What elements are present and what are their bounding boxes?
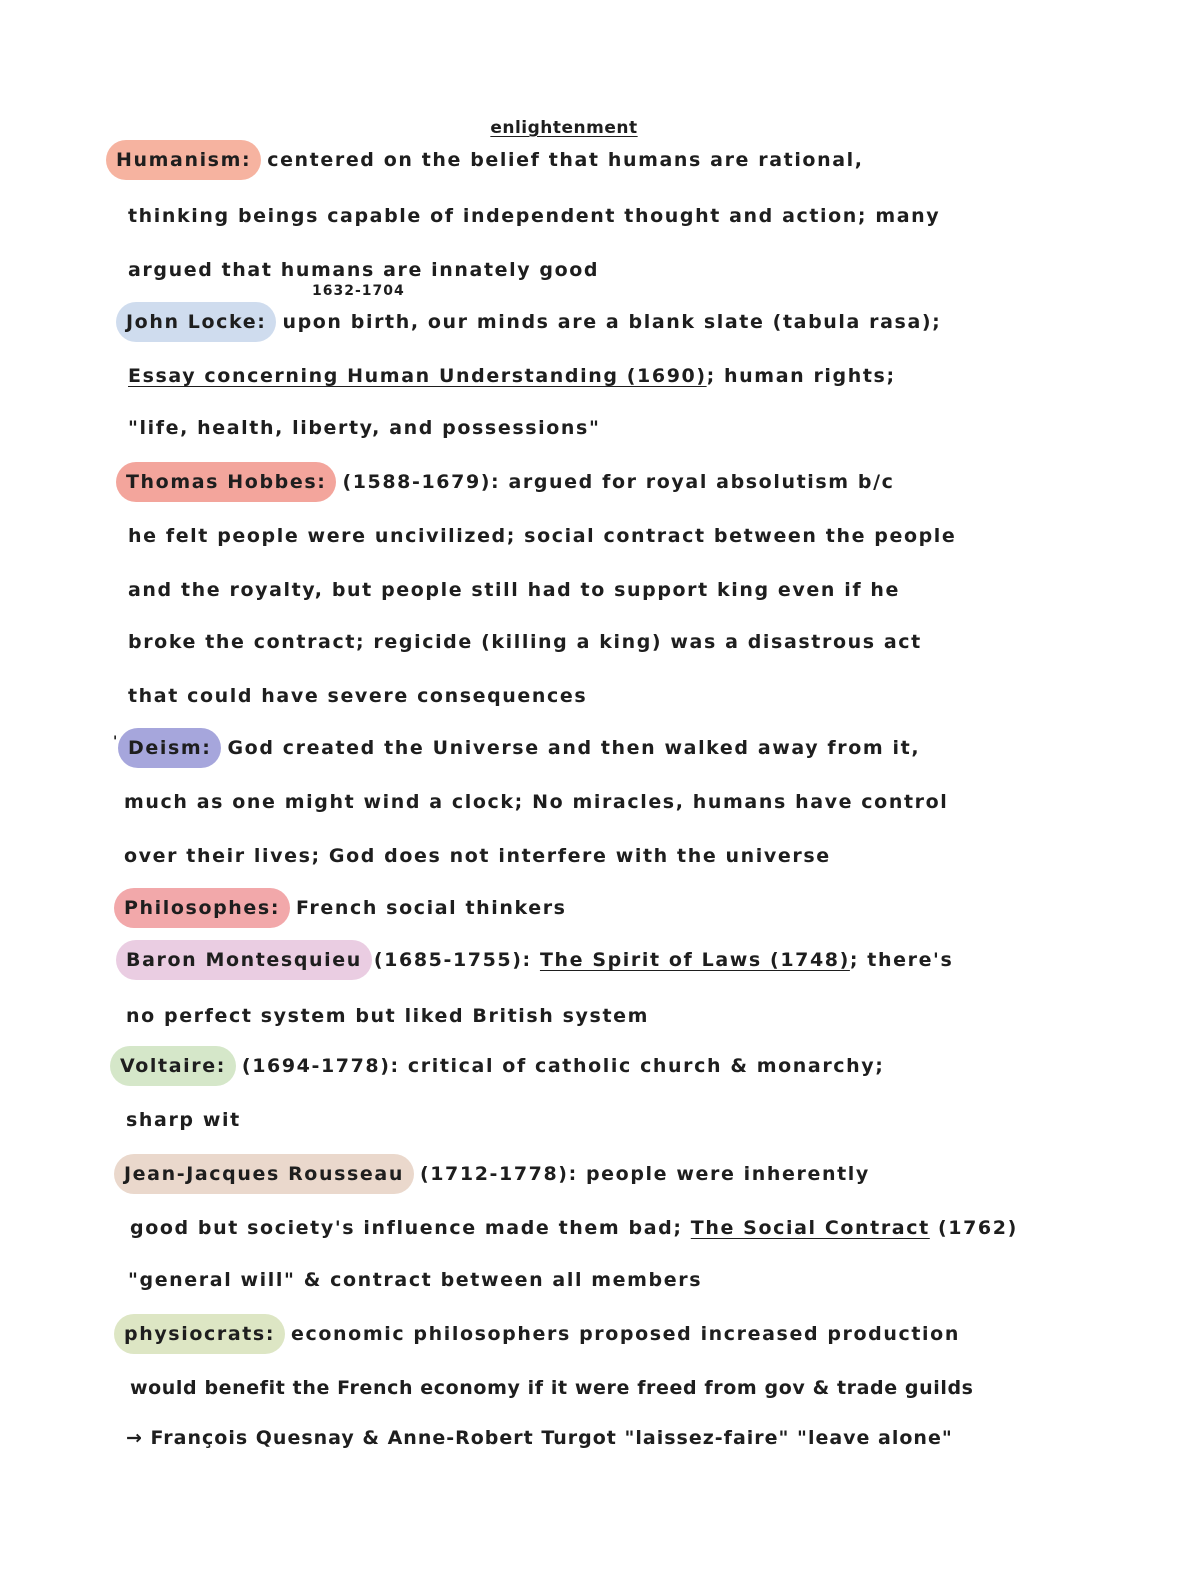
montesquieu-text-1: ; there's	[849, 949, 954, 971]
rousseau-book-date: (1762)	[938, 1217, 1018, 1239]
voltaire-line-2: sharp wit	[126, 1109, 241, 1131]
locke-text-1: upon birth, our minds are a blank slate (tabula rasa);	[282, 311, 942, 333]
locke-dates: 1632-1704	[312, 283, 405, 299]
humanism-line-3: argued that humans are innately good	[128, 259, 600, 281]
deism-mark: '	[113, 734, 118, 750]
voltaire-text-1: (1694-1778): critical of catholic church & monarchy;	[241, 1055, 885, 1077]
voltaire-term: Voltaire:	[110, 1046, 236, 1086]
humanism-term: Humanism:	[106, 140, 261, 180]
montesquieu-line-1	[116, 940, 953, 980]
deism-text-1: God created the Universe and then walked away from it,	[227, 737, 921, 759]
rousseau-text-2: good but society's influence made them bad;	[130, 1217, 683, 1239]
humanism-line-2: thinking beings capable of independent thought and action; many	[128, 205, 941, 227]
montesquieu-book-title: The Spirit of Laws (1748)	[539, 949, 850, 971]
humanism-line-1	[106, 140, 864, 180]
physiocrats-line-1	[114, 1314, 960, 1354]
page-title: enlightenment	[490, 118, 638, 138]
locke-line-3: "life, health, liberty, and possessions"	[128, 417, 601, 439]
deism-line-2: much as one might wind a clock; No miracles, humans have control	[124, 791, 949, 813]
hobbes-line-1	[116, 462, 895, 502]
physiocrats-text-1: economic philosophers proposed increased production	[291, 1323, 960, 1345]
montesquieu-line-2: no perfect system but liked British system	[126, 1005, 650, 1027]
rousseau-term: Jean-Jacques Rousseau	[114, 1154, 414, 1194]
philosophes-term: Philosophes:	[114, 888, 290, 928]
deism-line-1	[118, 728, 920, 768]
deism-line-3: over their lives; God does not interfere with the universe	[124, 845, 831, 867]
physiocrats-line-2: would benefit the French economy if it were freed from gov & trade guilds	[130, 1377, 974, 1399]
hobbes-line-3: and the royalty, but people still had to support king even if he	[128, 579, 901, 601]
locke-text-2: ; human rights;	[706, 365, 896, 387]
voltaire-line-1	[110, 1046, 884, 1086]
physiocrats-term: physiocrats:	[114, 1314, 285, 1354]
hobbes-line-5: that could have severe consequences	[128, 685, 588, 707]
locke-line-1	[116, 302, 941, 342]
rousseau-text-1: (1712-1778): people were inherently	[419, 1163, 870, 1185]
humanism-text-1: centered on the belief that humans are rational,	[267, 149, 864, 171]
locke-essay-title: Essay concerning Human Understanding (1690)	[128, 365, 707, 387]
montesquieu-dates: (1685-1755):	[373, 949, 532, 971]
philosophes-line-1	[114, 888, 567, 928]
rousseau-line-1	[114, 1154, 870, 1194]
rousseau-line-3: "general will" & contract between all members	[128, 1269, 703, 1291]
locke-term: John Locke:	[116, 302, 276, 342]
hobbes-line-2: he felt people were uncivilized; social contract between the people	[128, 525, 957, 547]
montesquieu-term: Baron Montesquieu	[116, 940, 372, 980]
rousseau-line-2	[130, 1208, 1018, 1248]
hobbes-text-1: (1588-1679): argued for royal absolutism b/c	[342, 471, 895, 493]
hobbes-line-4: broke the contract; regicide (killing a king) was a disastrous act	[128, 631, 922, 653]
philosophes-text-1: French social thinkers	[296, 897, 567, 919]
locke-line-2	[128, 356, 896, 396]
deism-term: Deism:	[118, 728, 221, 768]
hobbes-term: Thomas Hobbes:	[116, 462, 336, 502]
rousseau-book-title: The Social Contract	[690, 1217, 930, 1239]
physiocrats-line-3: → François Quesnay & Anne-Robert Turgot "laissez-faire" "leave alone"	[126, 1427, 953, 1449]
